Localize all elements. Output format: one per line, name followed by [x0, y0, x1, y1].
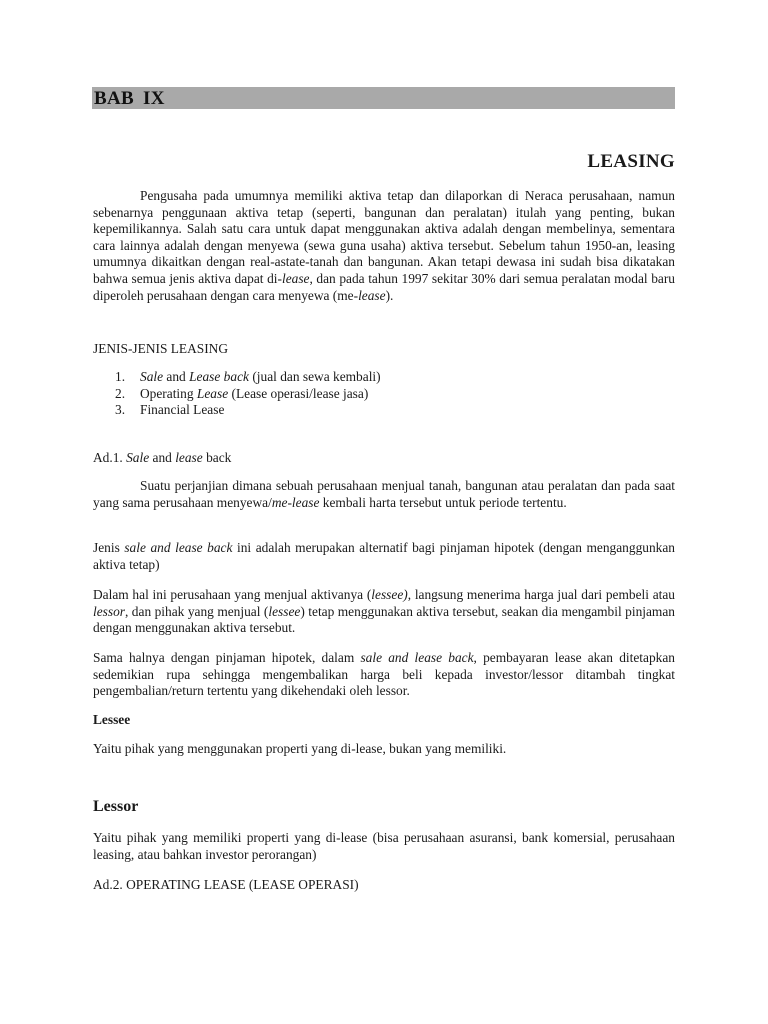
paragraph-lessee-lessor: Dalam hal ini perusahaan yang menjual aktivanya (lessee), langsung menerima harga jual dari pembeli atau lessor, dan pihak yang menjual (lessee) tetap menggunakan aktiva tersebut, seakan dia mengambil pinjaman dengan menggunakan aktiva tersebut. [93, 587, 675, 636]
lessee-text: Yaitu pihak yang menggunakan properti yang di-lease, bukan yang memiliki. [93, 741, 507, 756]
lessee-heading: Lessee [93, 712, 131, 727]
paragraph-hipotek: Sama halnya dengan pinjaman hipotek, dalam sale and lease back, pembayaran lease akan ditetapkan sedemikian rupa sehingga mengembalikan harga beli kepada investor/lessor ditambah tingkat pengembalian/return tertentu yang dikehendaki oleh lessor. [93, 650, 675, 699]
chapter-label: BAB IX [94, 88, 165, 109]
paragraph-alternative: Jenis sale and lease back ini adalah merupakan alternatif bagi pinjaman hipotek (dengan menganggunkan aktiva tetap) [93, 540, 675, 572]
intro-paragraph [93, 188, 675, 304]
list-item: 1. Sale and Lease back (jual dan sewa kembali) [115, 369, 381, 384]
intro-lease-word: lease [281, 270, 310, 286]
paragraph-definition: Suatu perjanjian dimana sebuah perusahaan menjual tanah, bangunan atau peralatan dan pada saat yang sama perusahaan menyewa/me-lease kembali harta tersebut untuk periode tertentu. [93, 478, 675, 510]
types-list [115, 369, 381, 419]
section-heading-ad1: Ad.1. Sale and lease back [93, 450, 232, 465]
types-heading: JENIS-JENIS LEASING [93, 341, 229, 356]
lessor-text: Yaitu pihak yang memiliki properti yang di-lease (bisa perusahaan asuransi, bank komersial, perusahaan leasing, atau bahkan investor perorangan) [93, 830, 675, 862]
page-title: LEASING [587, 151, 675, 172]
intro-text-3: ). [385, 287, 394, 303]
intro-text-1: Pengusaha pada umumnya memiliki aktiva tetap dan dilaporkan di Neraca perusahaan, namun sebenarnya penggunaan aktiva tetap (seperti, bangunan dan peralatan) itulah yang penting, bukan kepemilikannya. Salah satu cara untuk dapat menggunakan aktiva adalah dengan membelinya, sementara cara lainnya adalah dengan menyewa (sewa guna usaha) aktiva tersebut. Sebelum tahun 1950-an, leasing umumnya dikaitkan dengan real-astate-tanah dan bangunan. Akan tetapi dewasa ini sudah bisa dikatakan bahwa semua jenis aktiva dapat di- [93, 188, 675, 286]
list-item: 2. Operating Lease (Lease operasi/lease jasa) [115, 385, 369, 401]
intro-text-2: , dan pada tahun 1997 sekitar 30% dari semua peralatan modal baru diperoleh perusahaan dengan cara menyewa (me- [93, 270, 675, 303]
list-item: 3. Financial Lease [115, 402, 225, 418]
intro-lease-word-2: lease [358, 287, 386, 303]
chapter-heading-bar [92, 87, 675, 109]
section-heading-ad2: Ad.2. OPERATING LEASE (LEASE OPERASI) [93, 877, 359, 892]
lessor-heading: Lessor [93, 798, 139, 815]
